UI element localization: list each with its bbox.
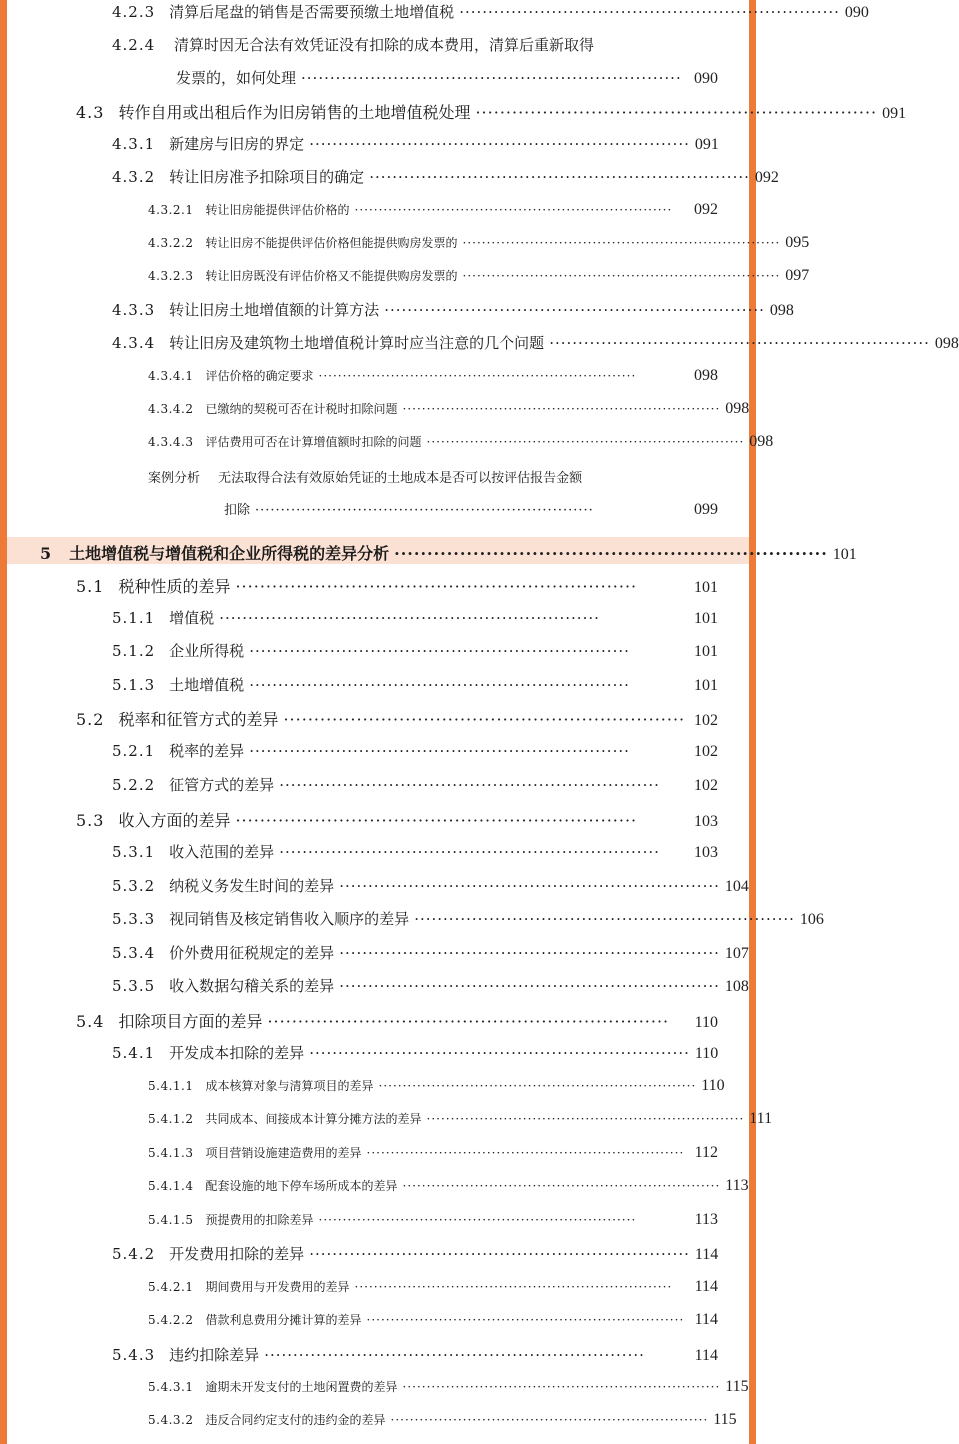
entry-title: 税种性质的差异 [118, 577, 231, 596]
entry-number: 5.2 [76, 710, 105, 729]
entry-title: 税率和征管方式的差异 [118, 710, 279, 729]
dot-leader: ·································································· [366, 1313, 685, 1327]
toc-entry[interactable] [148, 201, 718, 219]
entry-title: 视同销售及核定销售收入顺序的差异 [169, 910, 410, 928]
dot-leader: ·································································· [475, 103, 878, 122]
entry-page: 092 [754, 169, 779, 186]
entry-title: 无法取得合法有效原始凭证的土地成本是否可以按评估报告金额 [218, 471, 583, 486]
dot-leader: ·································································· [354, 1280, 673, 1294]
entry-page: 115 [713, 1411, 737, 1428]
entry-page: 099 [694, 501, 718, 518]
entry-number: 5.4.3 [112, 1346, 156, 1364]
entry-page: 115 [725, 1378, 749, 1395]
toc-entry-line2[interactable] [224, 499, 718, 519]
toc-entry-line2[interactable] [176, 67, 718, 88]
entry-number: 5.4.3.2 [148, 1413, 194, 1427]
entry-number: 4.3.2.2 [148, 236, 194, 250]
dot-leader: ·································································· [309, 1044, 690, 1062]
toc-entry[interactable] [112, 332, 959, 353]
entry-title: 扣除项目方面的差异 [118, 1012, 263, 1031]
dot-leader: ·································································· [279, 843, 660, 861]
entry-number: 4.2.3 [112, 3, 156, 21]
entry-number: 5.4 [76, 1012, 105, 1031]
entry-title: 清算时因无合法有效凭证没有扣除的成本费用，清算后重新取得 [173, 36, 594, 54]
entry-title: 税率的差异 [169, 742, 245, 760]
dot-leader: ·································································· [264, 1346, 645, 1364]
toc-entry[interactable] [76, 100, 907, 123]
entry-number: 5.4.1.2 [148, 1112, 194, 1126]
entry-title: 企业所得税 [169, 642, 245, 660]
entry-number: 5.4.2.2 [148, 1313, 194, 1327]
entry-number: 5.3.2 [112, 877, 156, 895]
entry-page: 108 [724, 978, 749, 995]
toc-entry[interactable] [112, 166, 779, 187]
entry-number: 4.3.1 [112, 135, 156, 153]
entry-title: 土地增值税与增值税和企业所得税的差异分析 [69, 544, 390, 563]
dot-leader: ·································································· [354, 203, 673, 217]
toc-entry[interactable] [112, 1344, 718, 1365]
toc-entry[interactable] [112, 908, 824, 929]
entry-page: 104 [724, 878, 749, 895]
toc-entry[interactable] [148, 1311, 718, 1329]
entry-number: 5.1.1 [112, 609, 156, 627]
toc-entry[interactable] [112, 299, 794, 320]
entry-page: 112 [694, 1144, 718, 1161]
dot-leader: ·································································· [549, 334, 930, 352]
entry-title: 逾期未开发支付的土地闲置费的差异 [205, 1380, 398, 1394]
toc-entry[interactable] [112, 975, 749, 996]
entry-number: 4.3.3 [112, 301, 156, 319]
entry-page: 114 [694, 1311, 718, 1328]
toc-entry[interactable] [148, 267, 810, 285]
entry-number: 5.3.3 [112, 910, 156, 928]
entry-title: 转让旧房不能提供评估价格但能提供购房发票的 [205, 236, 458, 250]
entry-page: 102 [694, 777, 718, 794]
entry-number: 4.3 [76, 103, 105, 122]
toc-entry[interactable] [112, 1, 869, 22]
entry-number: 5.4.3.1 [148, 1380, 194, 1394]
entry-page: 098 [725, 400, 750, 417]
dot-leader: ·································································· [339, 977, 720, 995]
entry-title: 评估费用可否在计算增值额时扣除的问题 [205, 435, 422, 449]
entry-page: 090 [844, 4, 869, 21]
toc-entry[interactable] [112, 1243, 718, 1264]
dot-leader: ·································································· [384, 301, 765, 319]
entry-number: 5.4.2 [112, 1245, 156, 1263]
toc-entry[interactable] [76, 574, 718, 597]
entry-page: 098 [694, 367, 718, 384]
toc-chapter-entry[interactable] [40, 541, 857, 564]
entry-title: 开发费用扣除的差异 [169, 1245, 305, 1263]
entry-page: 092 [694, 201, 718, 218]
toc-entry[interactable] [148, 1177, 749, 1195]
entry-title: 纳税义务发生时间的差异 [169, 877, 335, 895]
entry-number: 4.3.4.3 [148, 435, 194, 449]
entry-page: 095 [785, 234, 810, 251]
entry-page: 101 [694, 643, 718, 660]
toc-entry[interactable] [148, 1144, 718, 1162]
entry-page: 101 [832, 546, 857, 563]
entry-title: 价外费用征税规定的差异 [169, 944, 335, 962]
entry-page: 110 [694, 1014, 718, 1031]
entry-title: 项目营销设施建造费用的差异 [205, 1146, 362, 1160]
dot-leader: ·································································· [249, 642, 630, 660]
entry-number: 5.3.5 [112, 977, 156, 995]
dot-leader: ·································································· [267, 1012, 670, 1031]
entry-title: 收入范围的差异 [169, 843, 275, 861]
dot-leader: ·································································· [414, 910, 795, 928]
entry-number: 5.4.2.1 [148, 1280, 194, 1294]
entry-title: 收入数据勾稽关系的差异 [169, 977, 335, 995]
dot-leader: ·································································· [462, 269, 781, 283]
toc-entry[interactable] [148, 1077, 725, 1095]
toc-entry[interactable] [76, 808, 718, 831]
entry-title: 增值税 [169, 609, 215, 627]
entry-title: 土地增值税 [169, 676, 245, 694]
entry-number: 5.3.4 [112, 944, 156, 962]
toc-entry[interactable] [112, 133, 718, 154]
entry-page: 114 [694, 1278, 718, 1295]
entry-page: 110 [701, 1077, 725, 1094]
dot-leader: ·································································· [235, 577, 638, 596]
entry-number: 4.3.2.1 [148, 203, 194, 217]
entry-page: 102 [694, 743, 718, 760]
entry-title: 新建房与旧房的界定 [169, 135, 305, 153]
toc-entry[interactable] [112, 774, 718, 795]
entry-title: 违约扣除差异 [169, 1346, 260, 1364]
dot-leader: ·································································· [309, 1245, 690, 1263]
entry-title: 转让旧房能提供评估价格的 [205, 203, 350, 217]
entry-number: 5.3 [76, 811, 105, 830]
entry-title: 转让旧房及建筑物土地增值税计算时应当注意的几个问题 [169, 334, 545, 352]
entry-title: 期间费用与开发费用的差异 [205, 1280, 350, 1294]
dot-leader: ·································································· [402, 402, 721, 416]
toc-entry[interactable] [112, 1042, 718, 1063]
dot-leader: ·································································· [390, 1413, 709, 1427]
entry-number: 4.3.2.3 [148, 269, 194, 283]
entry-page: 113 [725, 1177, 749, 1194]
entry-number: 5.4.1 [112, 1044, 156, 1062]
dot-leader: ·································································· [219, 609, 600, 627]
dot-leader: ·································································· [462, 236, 781, 250]
toc-entry[interactable] [148, 1411, 737, 1429]
toc-entry[interactable] [112, 607, 718, 628]
toc-entry-line1[interactable] [112, 34, 594, 55]
entry-title: 共同成本、间接成本计算分摊方法的差异 [205, 1112, 422, 1126]
entry-number: 5.2.1 [112, 742, 156, 760]
dot-leader: ·································································· [255, 503, 594, 518]
toc-entry[interactable] [112, 875, 749, 896]
entry-page: 110 [694, 1045, 719, 1062]
toc-entry[interactable] [148, 433, 774, 451]
entry-title: 征管方式的差异 [169, 776, 275, 794]
dot-leader: ·································································· [301, 69, 682, 87]
entry-title: 开发成本扣除的差异 [169, 1044, 305, 1062]
toc-entry[interactable] [148, 1211, 718, 1229]
entry-page: 103 [694, 813, 718, 830]
entry-page: 102 [694, 712, 718, 729]
entry-title-cont: 发票的，如何处理 [176, 69, 297, 87]
dot-leader: ·································································· [235, 811, 638, 830]
entry-label: 案例分析 [148, 471, 201, 486]
entry-page: 091 [694, 136, 719, 153]
entry-title-cont: 扣除 [224, 503, 251, 518]
entry-title: 预提费用的扣除差异 [205, 1213, 314, 1227]
entry-title: 转让旧房土地增值额的计算方法 [169, 301, 380, 319]
entry-number: 4.3.4.2 [148, 402, 194, 416]
entry-number: 5 [40, 544, 52, 563]
entry-number: 4.3.2 [112, 168, 156, 186]
dot-leader: ·································································· [339, 944, 720, 962]
entry-page: 101 [694, 579, 718, 596]
dot-leader: ·································································· [249, 742, 630, 760]
entry-title: 转让旧房既没有评估价格又不能提供购房发票的 [205, 269, 458, 283]
toc-entry[interactable] [112, 740, 718, 761]
dot-leader: ·································································· [402, 1380, 721, 1394]
toc-entry[interactable] [148, 400, 750, 418]
entry-page: 097 [785, 267, 810, 284]
toc-entry[interactable] [76, 707, 718, 730]
entry-number: 5.3.1 [112, 843, 156, 861]
entry-number: 5.1 [76, 577, 105, 596]
entry-page: 098 [934, 335, 959, 352]
entry-title: 借款利息费用分摊计算的差异 [205, 1313, 362, 1327]
entry-page: 091 [882, 105, 907, 122]
entry-title: 配套设施的地下停车场所成本的差异 [205, 1179, 398, 1193]
dot-leader: ·································································· [339, 877, 720, 895]
entry-title: 转让旧房准予扣除项目的确定 [169, 168, 365, 186]
dot-leader: ·································································· [459, 3, 840, 21]
dot-leader: ·································································· [318, 369, 637, 383]
dot-leader: ·································································· [309, 135, 690, 153]
dot-leader: ·································································· [426, 435, 745, 449]
entry-title: 成本核算对象与清算项目的差异 [205, 1079, 374, 1093]
entry-number: 5.1.3 [112, 676, 156, 694]
dot-leader: ·································································· [366, 1146, 685, 1160]
entry-number: 5.2.2 [112, 776, 156, 794]
entry-page: 107 [724, 945, 749, 962]
dot-leader: ·································································· [402, 1179, 721, 1193]
toc-entry[interactable] [112, 841, 718, 862]
toc-entry-line1[interactable] [148, 467, 582, 486]
dot-leader: ·································································· [394, 544, 828, 563]
dot-leader: ·································································· [318, 1213, 637, 1227]
entry-title: 转作自用或出租后作为旧房销售的土地增值税处理 [118, 103, 471, 122]
dot-leader: ·································································· [378, 1079, 697, 1093]
toc-entry[interactable] [148, 234, 810, 252]
toc-entry[interactable] [112, 640, 718, 661]
toc-entry[interactable] [112, 942, 749, 963]
entry-number: 5.4.1.1 [148, 1079, 194, 1093]
entry-page: 114 [694, 1246, 719, 1263]
entry-page: 101 [694, 677, 718, 694]
dot-leader: ·································································· [283, 710, 686, 729]
toc-entry[interactable] [148, 367, 718, 385]
dot-leader: ·································································· [249, 676, 630, 694]
entry-number: 4.3.4.1 [148, 369, 194, 383]
entry-page: 090 [694, 70, 718, 87]
entry-title: 违反合同约定支付的违约金的差异 [205, 1413, 386, 1427]
entry-page: 101 [694, 610, 718, 627]
entry-title: 清算后尾盘的销售是否需要预缴土地增值税 [169, 3, 455, 21]
dot-leader: ·································································· [279, 776, 660, 794]
toc-entry[interactable] [112, 674, 718, 695]
entry-page: 103 [694, 844, 718, 861]
toc-entry[interactable] [148, 1110, 773, 1128]
entry-page: 098 [769, 302, 794, 319]
entry-page: 106 [799, 911, 824, 928]
entry-number: 5.4.1.5 [148, 1213, 194, 1227]
entry-title: 已缴纳的契税可否在计税时扣除问题 [205, 402, 398, 416]
dot-leader: ·································································· [369, 168, 750, 186]
toc-entry[interactable] [148, 1278, 718, 1296]
dot-leader: ·································································· [426, 1112, 745, 1126]
entry-number: 5.4.1.3 [148, 1146, 194, 1160]
entry-page: 098 [749, 433, 774, 450]
toc-entry[interactable] [76, 1009, 718, 1032]
toc-entry[interactable] [148, 1378, 749, 1396]
entry-title: 收入方面的差异 [118, 811, 231, 830]
entry-number: 5.1.2 [112, 642, 156, 660]
entry-page: 113 [694, 1211, 718, 1228]
entry-number: 5.4.1.4 [148, 1179, 194, 1193]
entry-page: 111 [749, 1110, 773, 1127]
entry-page: 114 [694, 1347, 718, 1364]
entry-number: 4.3.4 [112, 334, 156, 352]
entry-title: 评估价格的确定要求 [205, 369, 314, 383]
entry-number: 4.2.4 [112, 36, 156, 54]
